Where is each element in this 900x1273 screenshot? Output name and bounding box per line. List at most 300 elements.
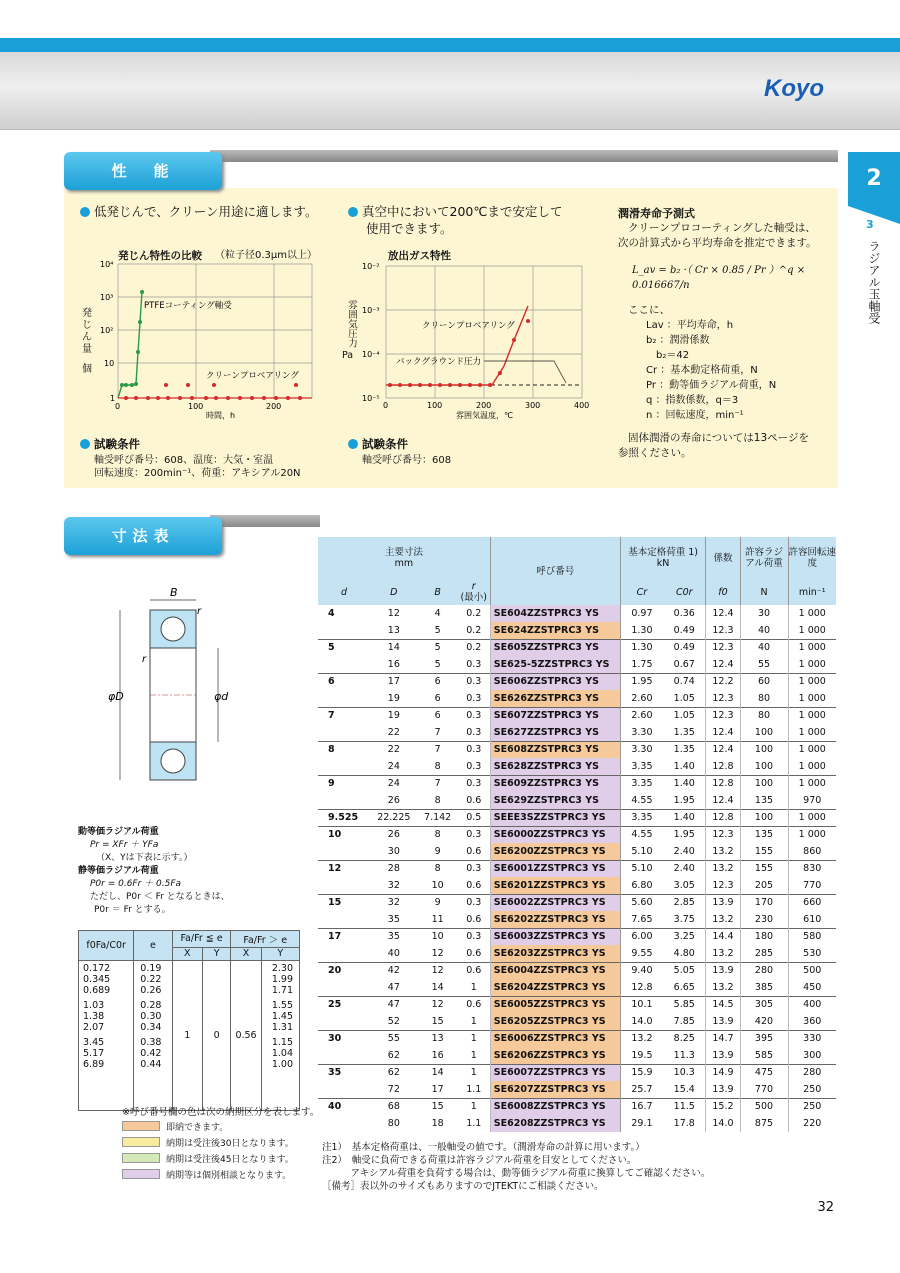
cell-name: SE6200ZZSTPRC3 YS <box>490 843 620 860</box>
cell-name: SE6001ZZSTPRC3 YS <box>490 860 620 877</box>
cell-speed: 1 000 <box>798 658 826 670</box>
dyn-note: （X、Yは下表に示す。） <box>96 853 193 863</box>
cell-load: 135 <box>740 792 788 809</box>
cell-load: 475 <box>740 1064 788 1081</box>
cell-cr: 1.95 <box>620 673 663 690</box>
life-def: b₂ ：潤滑係数 <box>646 335 710 346</box>
cell-d: 4 <box>328 608 335 619</box>
cell-d: 5 <box>318 639 370 656</box>
cell-cr: 9.55 <box>631 947 653 959</box>
legend-item: 納期は受注後45日となります。 <box>122 1152 294 1168</box>
cell-cr: 3.30 <box>631 726 653 738</box>
ft-value: 3.45 <box>83 1037 105 1048</box>
cell-r: 0.3 <box>458 758 491 775</box>
cell-r: 0.2 <box>458 622 491 639</box>
ft-value: 0.44 <box>140 1059 162 1070</box>
c2-xlabel: 雰囲気温度，℃ <box>456 411 513 420</box>
cell-d <box>318 1081 370 1098</box>
cell-f0: 13.2 <box>706 945 740 962</box>
life-note2: 参照ください。 <box>618 447 692 459</box>
cell-d <box>318 656 370 673</box>
cell-cr: 25.7 <box>631 1083 653 1095</box>
ft-value: 1.15 <box>271 1037 293 1048</box>
cell-cr: 3.35 <box>631 760 653 772</box>
cell-f0: 12.3 <box>706 639 740 656</box>
cell-name: SEEE3SZZSTPRC3 YS <box>490 809 620 826</box>
cell-name: SE6203ZZSTPRC3 YS <box>490 945 620 962</box>
bullet-low-dust <box>80 203 318 220</box>
h-f0: 係数 <box>706 537 740 579</box>
cell-D: 16 <box>387 658 400 670</box>
table-row <box>318 622 836 639</box>
c2-xtick: 400 <box>574 401 590 410</box>
c2-series-bg: バックグラウンド圧力 <box>396 357 482 367</box>
cell-r: 1 <box>458 979 491 996</box>
cell-D: 80 <box>387 1118 400 1129</box>
cell-D: 42 <box>370 962 417 979</box>
cell-r: 1 <box>458 1098 491 1115</box>
cell-name: SE626ZZSTPRC3 YS <box>490 690 620 707</box>
cell-d: 8 <box>318 741 370 758</box>
dim-d: φd <box>214 690 229 703</box>
cell-B: 9 <box>418 894 458 911</box>
h-perm: 許容ラジアル荷重 <box>740 537 788 579</box>
cell-c0r: 10.3 <box>663 1064 706 1081</box>
cell-D: 24 <box>387 760 400 772</box>
cell-f0: 12.4 <box>706 724 740 741</box>
cell-r: 0.6 <box>458 962 491 979</box>
ft-value: 0.19 <box>140 963 162 974</box>
cell-load: 155 <box>740 860 788 877</box>
legend <box>122 1120 294 1184</box>
cell-r: 0.3 <box>458 724 491 741</box>
cell-load: 80 <box>740 707 788 724</box>
life-def: Cr ：基本動定格荷重，N <box>646 365 758 376</box>
note: アキシアル荷重を負荷する場合は、動等価ラジアル荷重に換算してご確認ください。 <box>322 1168 711 1179</box>
cell-B: 7 <box>418 741 458 758</box>
factor-table <box>78 930 300 1111</box>
legend-item: 納期等は個別相談となります。 <box>122 1168 294 1184</box>
cell-d: 30 <box>318 1030 370 1047</box>
cell-D: 28 <box>370 860 417 877</box>
table-row <box>318 792 836 809</box>
dim-r: r <box>142 654 147 665</box>
cell-name: SE6006ZZSTPRC3 YS <box>490 1030 620 1047</box>
life-def: n ：回転速度，min⁻¹ <box>646 410 744 421</box>
cell-name: SE628ZZSTPRC3 YS <box>490 758 620 775</box>
cell-B: 7 <box>434 726 441 738</box>
bullet-text: 低発じんで、クリーン用途に適します。 <box>94 204 318 219</box>
cell-name: SE6005ZZSTPRC3 YS <box>490 996 620 1013</box>
life-def: b₂＝42 <box>646 350 690 361</box>
cell-cr: 6.00 <box>620 928 663 945</box>
cell-c0r: 0.74 <box>663 673 706 690</box>
cell-c0r: 2.40 <box>663 843 706 860</box>
cell-name: SE624ZZSTPRC3 YS <box>490 622 620 639</box>
cell-B: 15 <box>431 1015 444 1027</box>
cell-f0: 13.2 <box>706 860 740 877</box>
table-row <box>318 979 836 996</box>
cond1-title: 試験条件 <box>94 437 140 451</box>
cell-c0r: 1.40 <box>663 758 706 775</box>
cell-d <box>318 945 370 962</box>
cell-f0: 14.5 <box>706 996 740 1013</box>
cell-c0r: 15.4 <box>663 1081 706 1098</box>
cell-speed: 1 000 <box>788 775 836 792</box>
life-intro: ここに、 <box>628 304 670 316</box>
sta-title: 静等価ラジアル荷重 <box>78 866 159 876</box>
ft-value: 0.28 <box>140 1000 162 1011</box>
cell-r: 0.3 <box>458 741 491 758</box>
cell-D: 13 <box>387 624 400 636</box>
cell-B: 5 <box>418 639 458 656</box>
cell-load: 305 <box>740 996 788 1013</box>
h-main: 主要寸法 mm <box>318 537 490 579</box>
cell-B: 7 <box>418 775 458 792</box>
ft-col-y2 <box>261 961 299 1111</box>
cell-speed: 360 <box>803 1015 822 1027</box>
cell-f0: 12.4 <box>706 605 740 622</box>
ft-value: 1.45 <box>271 1011 293 1022</box>
cell-D: 52 <box>387 1015 400 1027</box>
cell-speed: 580 <box>788 928 836 945</box>
table-row <box>318 707 836 724</box>
ft-h2: e <box>134 931 172 961</box>
cell-r: 0.6 <box>458 877 491 894</box>
cell-load: 100 <box>740 758 788 775</box>
cell-name: SE629ZZSTPRC3 YS <box>490 792 620 809</box>
cell-cr: 2.60 <box>620 707 663 724</box>
c2-xtick: 200 <box>476 401 492 410</box>
table-row <box>318 996 836 1013</box>
title-rule <box>210 150 838 162</box>
cell-r: 0.3 <box>458 826 491 843</box>
cell-B: 17 <box>431 1083 444 1095</box>
cell-name: SE6204ZZSTPRC3 YS <box>490 979 620 996</box>
cell-load: 30 <box>740 605 788 622</box>
h-N: N <box>740 579 788 605</box>
cell-f0: 13.2 <box>706 979 740 996</box>
cell-speed: 450 <box>803 981 822 993</box>
cell-cr: 1.30 <box>631 624 653 636</box>
legend-item: 即納できます。 <box>122 1120 294 1136</box>
cell-r: 0.3 <box>458 707 491 724</box>
c1-ytick: 10³ <box>100 293 114 302</box>
cell-speed: 280 <box>788 1064 836 1081</box>
cell-r: 1 <box>458 1064 491 1081</box>
cell-speed: 250 <box>788 1098 836 1115</box>
cell-name: SE6205ZZSTPRC3 YS <box>490 1013 620 1030</box>
cell-d <box>318 1115 370 1132</box>
cell-cr: 9.40 <box>620 962 663 979</box>
h-C0r: C0r <box>663 579 706 605</box>
ft-value: 0.26 <box>140 985 162 996</box>
cell-load: 420 <box>740 1013 788 1030</box>
c1-series-clean: クリーンプロベアリング <box>206 371 299 381</box>
c2-xtick: 0 <box>383 401 389 410</box>
cell-cr: 3.35 <box>620 809 663 826</box>
table-row <box>318 1013 836 1030</box>
cell-name: SE6207ZZSTPRC3 YS <box>490 1081 620 1098</box>
ft-hy: Y <box>261 947 299 960</box>
cell-load: 135 <box>740 826 788 843</box>
cell-c0r: 1.35 <box>663 724 706 741</box>
ft-value: 5.17 <box>83 1048 105 1059</box>
cell-r: 0.6 <box>458 843 491 860</box>
cell-cr: 5.60 <box>620 894 663 911</box>
dim-r: r <box>197 606 202 617</box>
cond1-l1: 軸受呼び番号：608、温度：大気・室温 <box>94 455 274 466</box>
sta-formula: P0r = 0.6Fr ＋ 0.5Fa <box>90 879 182 889</box>
c1-xtick: 200 <box>266 402 282 411</box>
cell-cr: 10.1 <box>620 996 663 1013</box>
header-bar <box>0 38 900 52</box>
cell-r: 0.3 <box>458 673 491 690</box>
cell-load: 80 <box>740 690 788 707</box>
cell-r: 1 <box>458 1047 491 1064</box>
cell-B: 5 <box>434 624 441 636</box>
cell-c0r: 0.67 <box>663 656 706 673</box>
cell-speed: 1 000 <box>798 692 826 704</box>
ft-value: 6.89 <box>83 1059 105 1070</box>
cell-c0r: 3.05 <box>663 877 706 894</box>
cell-r: 0.2 <box>458 639 491 656</box>
cell-D: 35 <box>387 913 400 925</box>
cell-D: 24 <box>370 775 417 792</box>
cell-B: 6 <box>418 707 458 724</box>
ft-value: 1.04 <box>271 1048 293 1059</box>
ft-hy: Y <box>202 947 230 960</box>
title-rule <box>210 515 320 527</box>
cell-name: SE625-5ZZSTPRC3 YS <box>490 656 620 673</box>
cell-c0r: 0.49 <box>663 639 706 656</box>
cell-speed: 330 <box>788 1030 836 1047</box>
c1-ytick: 10² <box>100 326 114 335</box>
cell-d: 25 <box>318 996 370 1013</box>
cell-r: 1.1 <box>458 1115 491 1132</box>
cell-name: SE605ZZSTPRC3 YS <box>490 639 620 656</box>
life-note1: 固体潤滑の寿命については13ページを <box>628 432 809 444</box>
cell-load: 385 <box>740 979 788 996</box>
ft-value: 1.71 <box>271 985 293 996</box>
bullet-text: 真空中において200℃まで安定して <box>362 204 563 219</box>
c2-ytick: 10⁻⁴ <box>362 350 380 359</box>
ft-value: 0.22 <box>140 974 162 985</box>
cell-d <box>318 690 370 707</box>
table-row <box>318 605 836 622</box>
cell-cr: 19.5 <box>631 1049 653 1061</box>
c1-ytick: 1 <box>110 394 116 403</box>
note: 注2） 軸受に負荷できる荷重は許容ラジアル荷重を目安としてください。 <box>322 1155 637 1166</box>
cell-name: SE6003ZZSTPRC3 YS <box>490 928 620 945</box>
chart2-yunit: Pa <box>342 350 354 361</box>
ft-value: 1.55 <box>271 1000 293 1011</box>
table-row <box>318 673 836 690</box>
cell-cr: 29.1 <box>631 1118 653 1129</box>
chart1-title: 発じん特性の比較 <box>118 250 202 262</box>
life-title: 潤滑寿命予測式 <box>618 207 695 220</box>
h-D: D <box>370 579 417 605</box>
page-number: 32 <box>817 1200 834 1215</box>
cell-f0: 13.9 <box>706 1013 740 1030</box>
cell-B: 6 <box>418 673 458 690</box>
cell-d <box>318 877 370 894</box>
legend-title: ※呼び番号欄の色は次の納期区分を表します。 <box>122 1107 320 1118</box>
c1-xtick: 100 <box>188 402 204 411</box>
cell-B: 5 <box>434 658 441 670</box>
cell-cr: 1.30 <box>620 639 663 656</box>
cell-B: 8 <box>434 794 441 806</box>
cell-B: 12 <box>418 996 458 1013</box>
cell-B: 11 <box>431 913 444 925</box>
cell-D: 40 <box>387 947 400 959</box>
cell-c0r: 0.49 <box>663 622 706 639</box>
ft-value: 1.03 <box>83 1000 105 1011</box>
table-row <box>318 1098 836 1115</box>
cell-D: 72 <box>387 1083 400 1095</box>
h-B: B <box>418 579 458 605</box>
table-row <box>318 860 836 877</box>
bullet-icon <box>348 207 358 217</box>
cell-B: 4 <box>434 608 441 619</box>
cell-load: 585 <box>740 1047 788 1064</box>
cell-speed: 1 000 <box>798 760 826 772</box>
chapter-tab: 2 <box>848 152 900 206</box>
cell-r: 0.5 <box>458 809 491 826</box>
cell-load: 100 <box>740 775 788 792</box>
cell-c0r: 1.40 <box>663 775 706 792</box>
table-row <box>318 724 836 741</box>
c1-xlabel: 時間，h <box>206 411 236 420</box>
cell-cr: 3.35 <box>620 775 663 792</box>
ft-value: 0.30 <box>140 1011 162 1022</box>
cell-name: SE604ZZSTPRC3 YS <box>490 605 620 622</box>
ft-h1: f0Fa/C0r <box>79 931 134 961</box>
cell-D: 12 <box>387 608 400 619</box>
life-def: q ：指数係数，q＝3 <box>646 395 739 406</box>
cell-f0: 14.0 <box>706 1115 740 1132</box>
cell-load: 285 <box>740 945 788 962</box>
sta-note2: P0r ＝ Fr とする。 <box>94 905 171 915</box>
c1-ytick: 10 <box>104 359 115 368</box>
ft-col-e <box>134 961 172 1111</box>
cell-load: 40 <box>740 639 788 656</box>
cell-f0: 12.3 <box>706 826 740 843</box>
cell-f0: 12.4 <box>706 656 740 673</box>
h-f0s: f0 <box>706 579 740 605</box>
cell-speed: 500 <box>788 962 836 979</box>
sta-note: ただし、P0r ＜ Fr となるときは、 <box>90 892 230 902</box>
cell-load: 770 <box>740 1081 788 1098</box>
cell-D: 22 <box>370 741 417 758</box>
cell-speed: 1 000 <box>788 741 836 758</box>
cell-name: SE6202ZZSTPRC3 YS <box>490 911 620 928</box>
cell-cr: 4.55 <box>631 794 653 806</box>
chart2-ylabel: 雰囲気圧力 <box>346 300 357 348</box>
cell-speed: 1 000 <box>788 707 836 724</box>
cell-r: 0.3 <box>458 690 491 707</box>
table-row <box>318 690 836 707</box>
cell-d <box>318 1013 370 1030</box>
cell-c0r: 1.95 <box>663 826 706 843</box>
cell-cr: 12.8 <box>631 981 653 993</box>
cell-f0: 12.8 <box>706 809 740 826</box>
cell-D: 14 <box>370 639 417 656</box>
cell-name: SE606ZZSTPRC3 YS <box>490 673 620 690</box>
cell-D: 35 <box>370 928 417 945</box>
cell-name: SE6206ZZSTPRC3 YS <box>490 1047 620 1064</box>
table-row <box>318 1030 836 1047</box>
koyo-logo: Koyo <box>764 75 824 102</box>
ft-value: 0.172 <box>83 963 111 974</box>
cond2-title: 試験条件 <box>362 437 408 451</box>
cell-name: SE6008ZZSTPRC3 YS <box>490 1098 620 1115</box>
life-block <box>618 206 832 461</box>
cell-f0: 12.3 <box>706 622 740 639</box>
cell-D: 47 <box>387 981 400 993</box>
cell-D: 32 <box>370 894 417 911</box>
cell-d: 15 <box>318 894 370 911</box>
c1-ytick: 10⁴ <box>100 260 114 269</box>
table-row <box>318 1081 836 1098</box>
cell-B: 14 <box>431 981 444 993</box>
ft-value: 0.42 <box>140 1048 162 1059</box>
section-number: 3 <box>866 218 874 231</box>
ft-value: 1.99 <box>271 974 293 985</box>
ft-value: 0.34 <box>140 1022 162 1033</box>
ft-value: 0.345 <box>83 974 111 985</box>
cell-name: SE6002ZZSTPRC3 YS <box>490 894 620 911</box>
cell-r: 0.3 <box>458 656 491 673</box>
cell-c0r: 4.80 <box>663 945 706 962</box>
bearing-drawing <box>100 580 260 795</box>
cell-speed: 1 000 <box>798 608 826 619</box>
table-row <box>318 945 836 962</box>
table-row <box>318 962 836 979</box>
dimension-table <box>318 537 836 1132</box>
legend-swatch <box>122 1137 160 1147</box>
legend-swatch <box>122 1121 160 1131</box>
cell-d: 9 <box>318 775 370 792</box>
cell-f0: 12.3 <box>706 877 740 894</box>
cond2 <box>348 436 451 467</box>
cell-load: 100 <box>740 724 788 741</box>
cell-cr: 5.10 <box>620 860 663 877</box>
cell-c0r: 2.40 <box>663 860 706 877</box>
equiv-text <box>78 826 230 917</box>
cell-D: 62 <box>387 1049 400 1061</box>
cell-c0r: 1.35 <box>663 741 706 758</box>
cell-c0r: 0.36 <box>663 605 706 622</box>
cell-r: 0.6 <box>458 996 491 1013</box>
dimensions-title: 寸法表 <box>64 517 222 555</box>
cell-c0r: 17.8 <box>663 1115 706 1132</box>
cell-c0r: 1.05 <box>663 690 706 707</box>
cell-cr: 15.9 <box>620 1064 663 1081</box>
bullet-icon <box>80 207 90 217</box>
cell-B: 18 <box>431 1118 444 1129</box>
table-row <box>318 894 836 911</box>
ft-value: 1.38 <box>83 1011 105 1022</box>
legend-item: 納期は受注後30日となります。 <box>122 1136 294 1152</box>
cell-r: 1 <box>458 1013 491 1030</box>
cell-B: 13 <box>418 1030 458 1047</box>
ft-y1: 0 <box>202 961 230 1111</box>
cell-f0: 12.8 <box>706 775 740 792</box>
cell-cr: 2.60 <box>631 692 653 704</box>
cell-cr: 7.65 <box>631 913 653 925</box>
cell-c0r: 3.25 <box>663 928 706 945</box>
